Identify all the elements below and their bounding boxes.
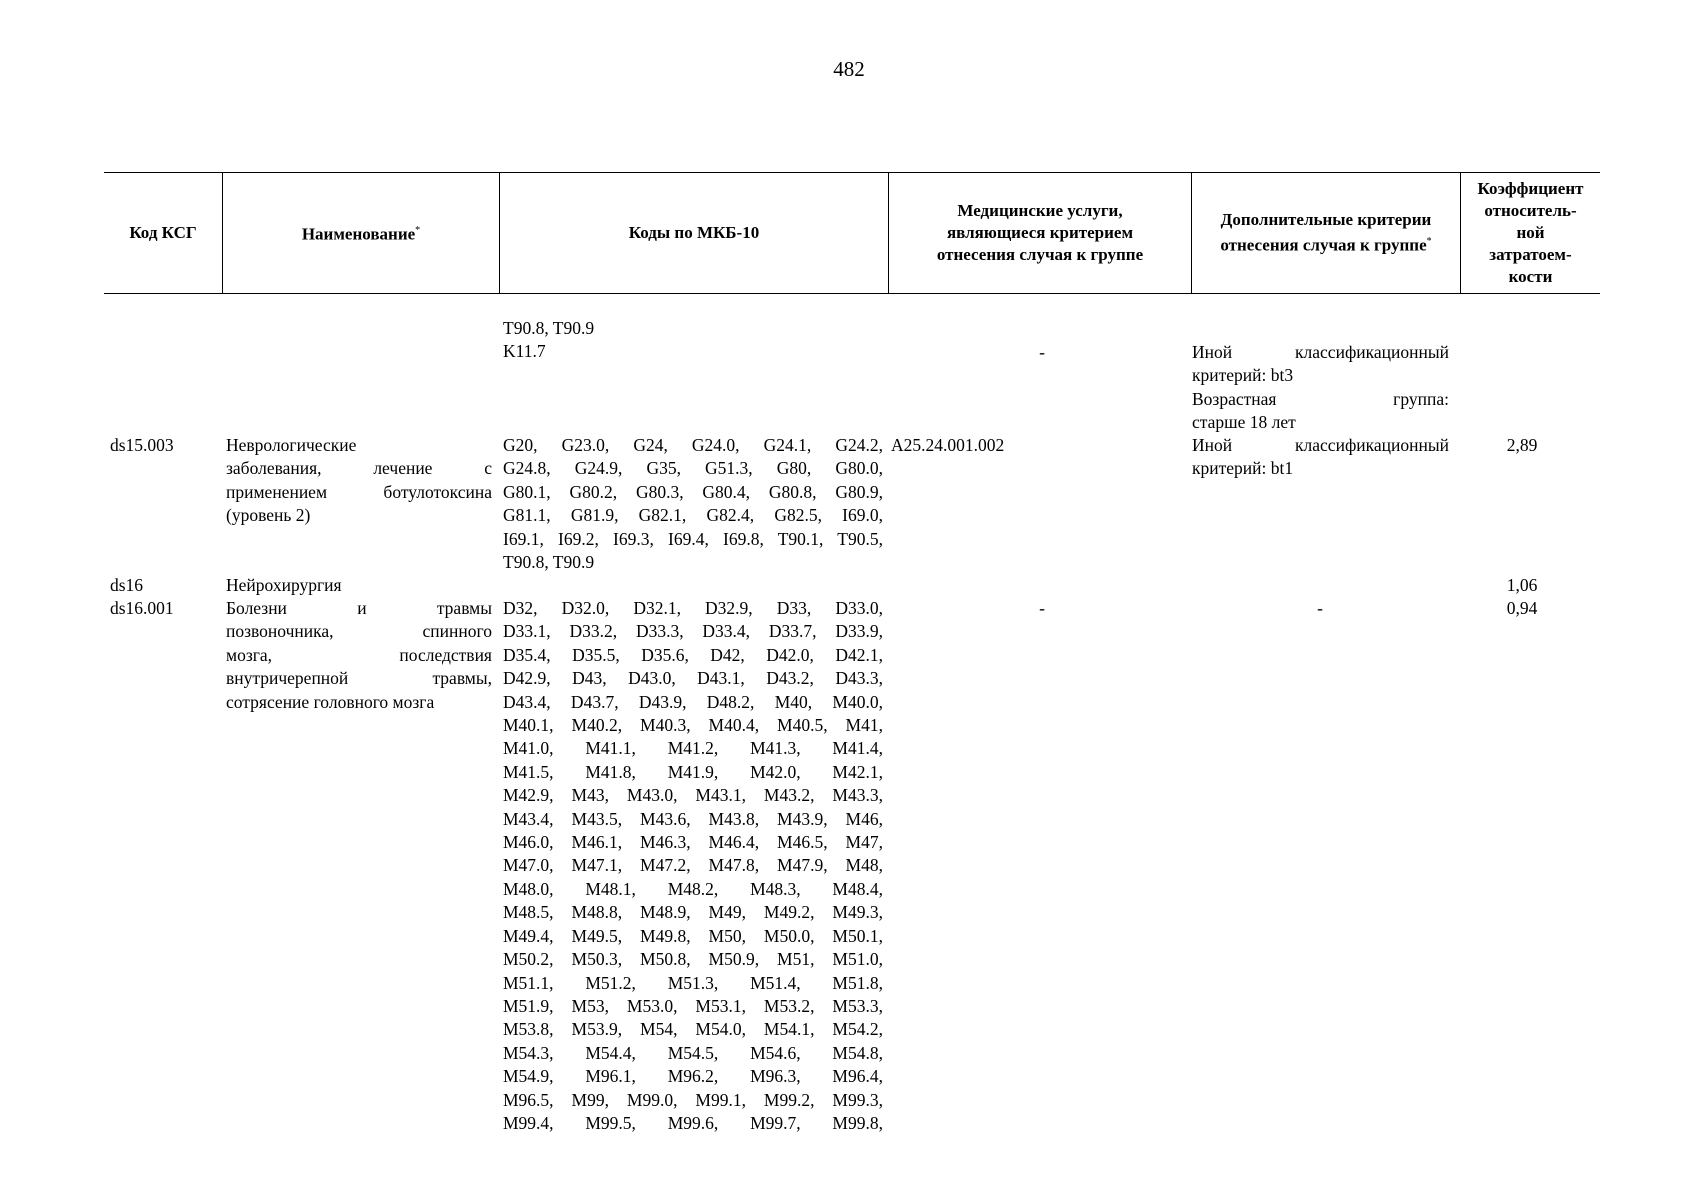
header-name-label	[302, 220, 420, 246]
ds15-003-icd	[503, 434, 883, 574]
icd-line: K11.7	[503, 341, 546, 362]
criteria-line: Возрастная группа:	[1192, 388, 1449, 409]
ds16-001-services: -	[1039, 598, 1045, 618]
cont-services: -	[1039, 342, 1045, 362]
header-criteria-line: Дополнительные критерии	[1220, 210, 1432, 230]
ds15-003-coef: 2,89	[1506, 435, 1538, 455]
header-coef-line: относитель-	[1484, 201, 1577, 220]
header-criteria-line	[1220, 231, 1431, 257]
name-line: (уровень 2)	[226, 505, 311, 526]
icd-line: M41.0, M41.1, M41.2, M41.3, M41.4,	[503, 738, 883, 759]
ds16-001-name	[226, 597, 492, 714]
header-coef-line: кости	[1508, 267, 1553, 286]
icd-line: G20, G23.0, G24, G24.0, G24.1, G24.2,	[503, 435, 883, 455]
icd-line: M46.0, M46.1, M46.3, M46.4, M46.5, M47,	[503, 832, 883, 853]
criteria-line: критерий: bt1	[1192, 458, 1294, 479]
header-icd-label: Коды по МКБ-10	[628, 223, 760, 242]
ds15-003-services: A25.24.001.002	[891, 435, 1005, 455]
icd-line: M54.9, M96.1, M96.2, M96.3, M96.4,	[503, 1066, 883, 1087]
icd-line: M43.4, M43.5, M43.6, M43.8, M43.9, M46,	[503, 808, 883, 829]
ds16-001-code: ds16.001	[110, 598, 174, 618]
header-criteria-text: отнесения случая к группе	[1220, 235, 1427, 255]
header-name	[222, 173, 499, 293]
name-line: позвоночника, спинного	[226, 621, 492, 642]
header-code-label: Код КСГ	[129, 223, 197, 242]
name-line: мозга, последствия	[226, 644, 492, 665]
ds16-001-criteria: -	[1317, 598, 1323, 618]
icd-line: M53.8, M53.9, M54, M54.0, M54.1, M54.2,	[503, 1019, 883, 1040]
criteria-line: Иной классификационный	[1192, 435, 1449, 455]
header-coef-line: Коэффициент	[1477, 179, 1584, 198]
icd-line: T90.8, T90.9	[503, 552, 595, 573]
icd-line: D32, D32.0, D32.1, D32.9, D33, D33.0,	[503, 598, 883, 618]
name-line: внутричерепной травмы,	[226, 668, 492, 689]
header-criteria	[1191, 173, 1460, 293]
ds16-name: Нейрохирургия	[226, 575, 342, 595]
icd-line: M41.5, M41.8, M41.9, M42.0, M42.1,	[503, 761, 883, 782]
header-name-mark: *	[415, 225, 421, 237]
header-name-text: Наименование	[301, 224, 416, 244]
icd-line: D43.4, D43.7, D43.9, D48.2, M40, M40.0,	[503, 691, 883, 712]
icd-line: M40.1, M40.2, M40.3, M40.4, M40.5, M41,	[503, 715, 883, 736]
icd-line: I69.1, I69.2, I69.3, I69.4, I69.8, T90.1, T90.5,	[503, 528, 883, 549]
table-header	[104, 172, 1600, 294]
icd-line: M99.4, M99.5, M99.6, M99.7, M99.8,	[503, 1112, 883, 1133]
icd-line: M51.1, M51.2, M51.3, M51.4, M51.8,	[503, 972, 883, 993]
cont-criteria	[1192, 341, 1449, 435]
header-services-line: Медицинские услуги,	[957, 201, 1123, 220]
header-coef-line: ной	[1516, 223, 1545, 242]
header-coef	[1460, 173, 1600, 293]
header-services	[888, 173, 1191, 293]
name-line: заболевания, лечение с	[226, 458, 492, 479]
header-icd	[499, 173, 888, 293]
icd-line: G24.8, G24.9, G35, G51.3, G80, G80.0,	[503, 458, 883, 479]
icd-line: M96.5, M99, M99.0, M99.1, M99.2, M99.3,	[503, 1089, 883, 1110]
icd-line: M48.5, M48.8, M48.9, M49, M49.2, M49.3,	[503, 902, 883, 923]
ds15-003-name	[226, 434, 492, 528]
criteria-line: критерий: bt3	[1192, 365, 1294, 386]
ds16-coef: 1,06	[1506, 575, 1538, 595]
icd-line: M42.9, M43, M43.0, M43.1, M43.2, M43.3,	[503, 785, 883, 806]
icd-line: M49.4, M49.5, M49.8, M50, M50.0, M50.1,	[503, 925, 883, 946]
icd-line: M54.3, M54.4, M54.5, M54.6, M54.8,	[503, 1042, 883, 1063]
icd-line: T90.8, T90.9	[503, 318, 595, 338]
header-services-line: являющиеся критерием	[946, 223, 1134, 242]
icd-line: G80.1, G80.2, G80.3, G80.4, G80.8, G80.9,	[503, 481, 883, 502]
cont-icd	[503, 317, 883, 364]
ds15-003-code: ds15.003	[110, 435, 174, 455]
icd-line: D42.9, D43, D43.0, D43.1, D43.2, D43.3,	[503, 668, 883, 689]
name-line: сотрясение головного мозга	[226, 691, 435, 712]
header-code	[104, 173, 222, 293]
criteria-line: старше 18 лет	[1192, 412, 1296, 433]
header-services-line: отнесения случая к группе	[936, 245, 1144, 264]
icd-line: M50.2, M50.3, M50.8, M50.9, M51, M51.0,	[503, 949, 883, 970]
icd-line: D35.4, D35.5, D35.6, D42, D42.0, D42.1,	[503, 644, 883, 665]
criteria-line: Иной классификационный	[1192, 342, 1449, 362]
ds16-001-icd	[503, 597, 883, 1135]
icd-line: G81.1, G81.9, G82.1, G82.4, G82.5, I69.0,	[503, 505, 883, 526]
icd-line: M47.0, M47.1, M47.2, M47.8, M47.9, M48,	[503, 855, 883, 876]
name-line: Болезни и травмы	[226, 598, 492, 618]
icd-line: M51.9, M53, M53.0, M53.1, M53.2, M53.3,	[503, 995, 883, 1016]
name-line: Неврологические	[226, 435, 357, 455]
name-line: применением ботулотоксина	[226, 481, 492, 502]
ds16-code: ds16	[110, 575, 144, 595]
icd-line: M48.0, M48.1, M48.2, M48.3, M48.4,	[503, 878, 883, 899]
header-criteria-mark: *	[1426, 236, 1432, 248]
ds15-003-criteria	[1192, 434, 1449, 481]
header-coef-line: затратоем-	[1489, 245, 1572, 264]
icd-line: D33.1, D33.2, D33.3, D33.4, D33.7, D33.9,	[503, 621, 883, 642]
ds16-001-coef: 0,94	[1506, 598, 1538, 618]
page-number: 482	[833, 57, 865, 81]
